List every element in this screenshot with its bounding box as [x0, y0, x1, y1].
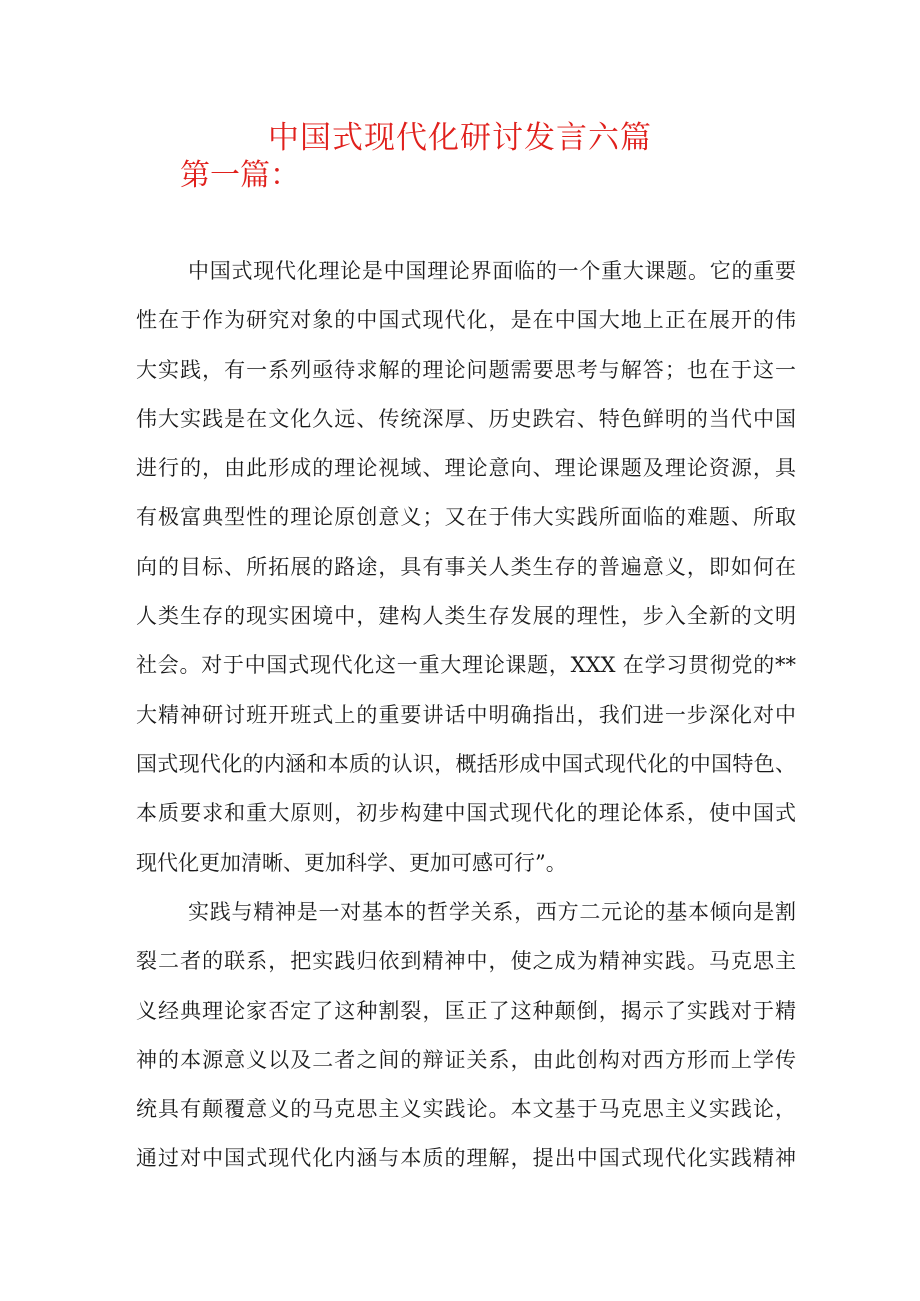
section-heading: 第一篇： — [180, 158, 300, 193]
paragraph-line: 神的本源意义以及二者之间的辩证关系，由此创构对西方形而上学传 — [136, 1047, 796, 1072]
paragraph-line: 有极富典型性的理论原创意义；又在于伟大实践所面临的难题、所取 — [136, 505, 796, 530]
paragraph-line: 社会。对于中国式现代化这一重大理论课题，XXX 在学习贯彻党的** — [136, 653, 796, 678]
paragraph-line: 通过对中国式现代化内涵与本质的理解，提出中国式现代化实践精神 — [136, 1146, 796, 1171]
paragraph-line: 裂二者的联系，把实践归依到精神中，使之成为精神实践。马克思主 — [136, 949, 796, 974]
paragraph-line: 性在于作为研究对象的中国式现代化，是在中国大地上正在展开的伟 — [136, 308, 796, 333]
paragraph-line: 中国式现代化理论是中国理论界面临的一个重大课题。它的重要 — [188, 259, 796, 283]
paragraph-line: 伟大实践是在文化久远、传统深厚、历史跌宕、特色鲜明的当代中国 — [136, 406, 796, 431]
paragraph-2 — [136, 888, 796, 1184]
paragraph-line: 统具有颠覆意义的马克思主义实践论。本文基于马克思主义实践论， — [136, 1097, 796, 1122]
paragraph-line: 人类生存的现实困境中，建构人类生存发展的理性，步入全新的文明 — [136, 604, 796, 629]
paragraph-line: 大精神研讨班开班式上的重要讲话中明确指出，我们进一步深化对中 — [136, 702, 796, 727]
paragraph-line: 实践与精神是一对基本的哲学关系，西方二元论的基本倾向是割 — [188, 900, 796, 924]
paragraph-line: 大实践，有一系列亟待求解的理论问题需要思考与解答；也在于这一 — [136, 357, 796, 382]
paragraph-line: 向的目标、所拓展的路途，具有事关人类生存的普遍意义，即如何在 — [136, 554, 796, 579]
paragraph-line: 国式现代化的内涵和本质的认识，概括形成中国式现代化的中国特色、 — [136, 751, 796, 776]
paragraph-line: 进行的，由此形成的理论视域、理论意向、理论课题及理论资源，具 — [136, 456, 796, 481]
paragraph-line: 本质要求和重大原则，初步构建中国式现代化的理论体系，使中国式 — [136, 801, 796, 826]
paragraph-line: 义经典理论家否定了这种割裂，匡正了这种颠倒，揭示了实践对于精 — [136, 998, 796, 1023]
paragraph-line: 现代化更加清晰、更加科学、更加可感可行”。 — [136, 850, 567, 875]
document-title: 中国式现代化研讨发言六篇 — [268, 120, 652, 156]
paragraph-1 — [136, 247, 796, 888]
